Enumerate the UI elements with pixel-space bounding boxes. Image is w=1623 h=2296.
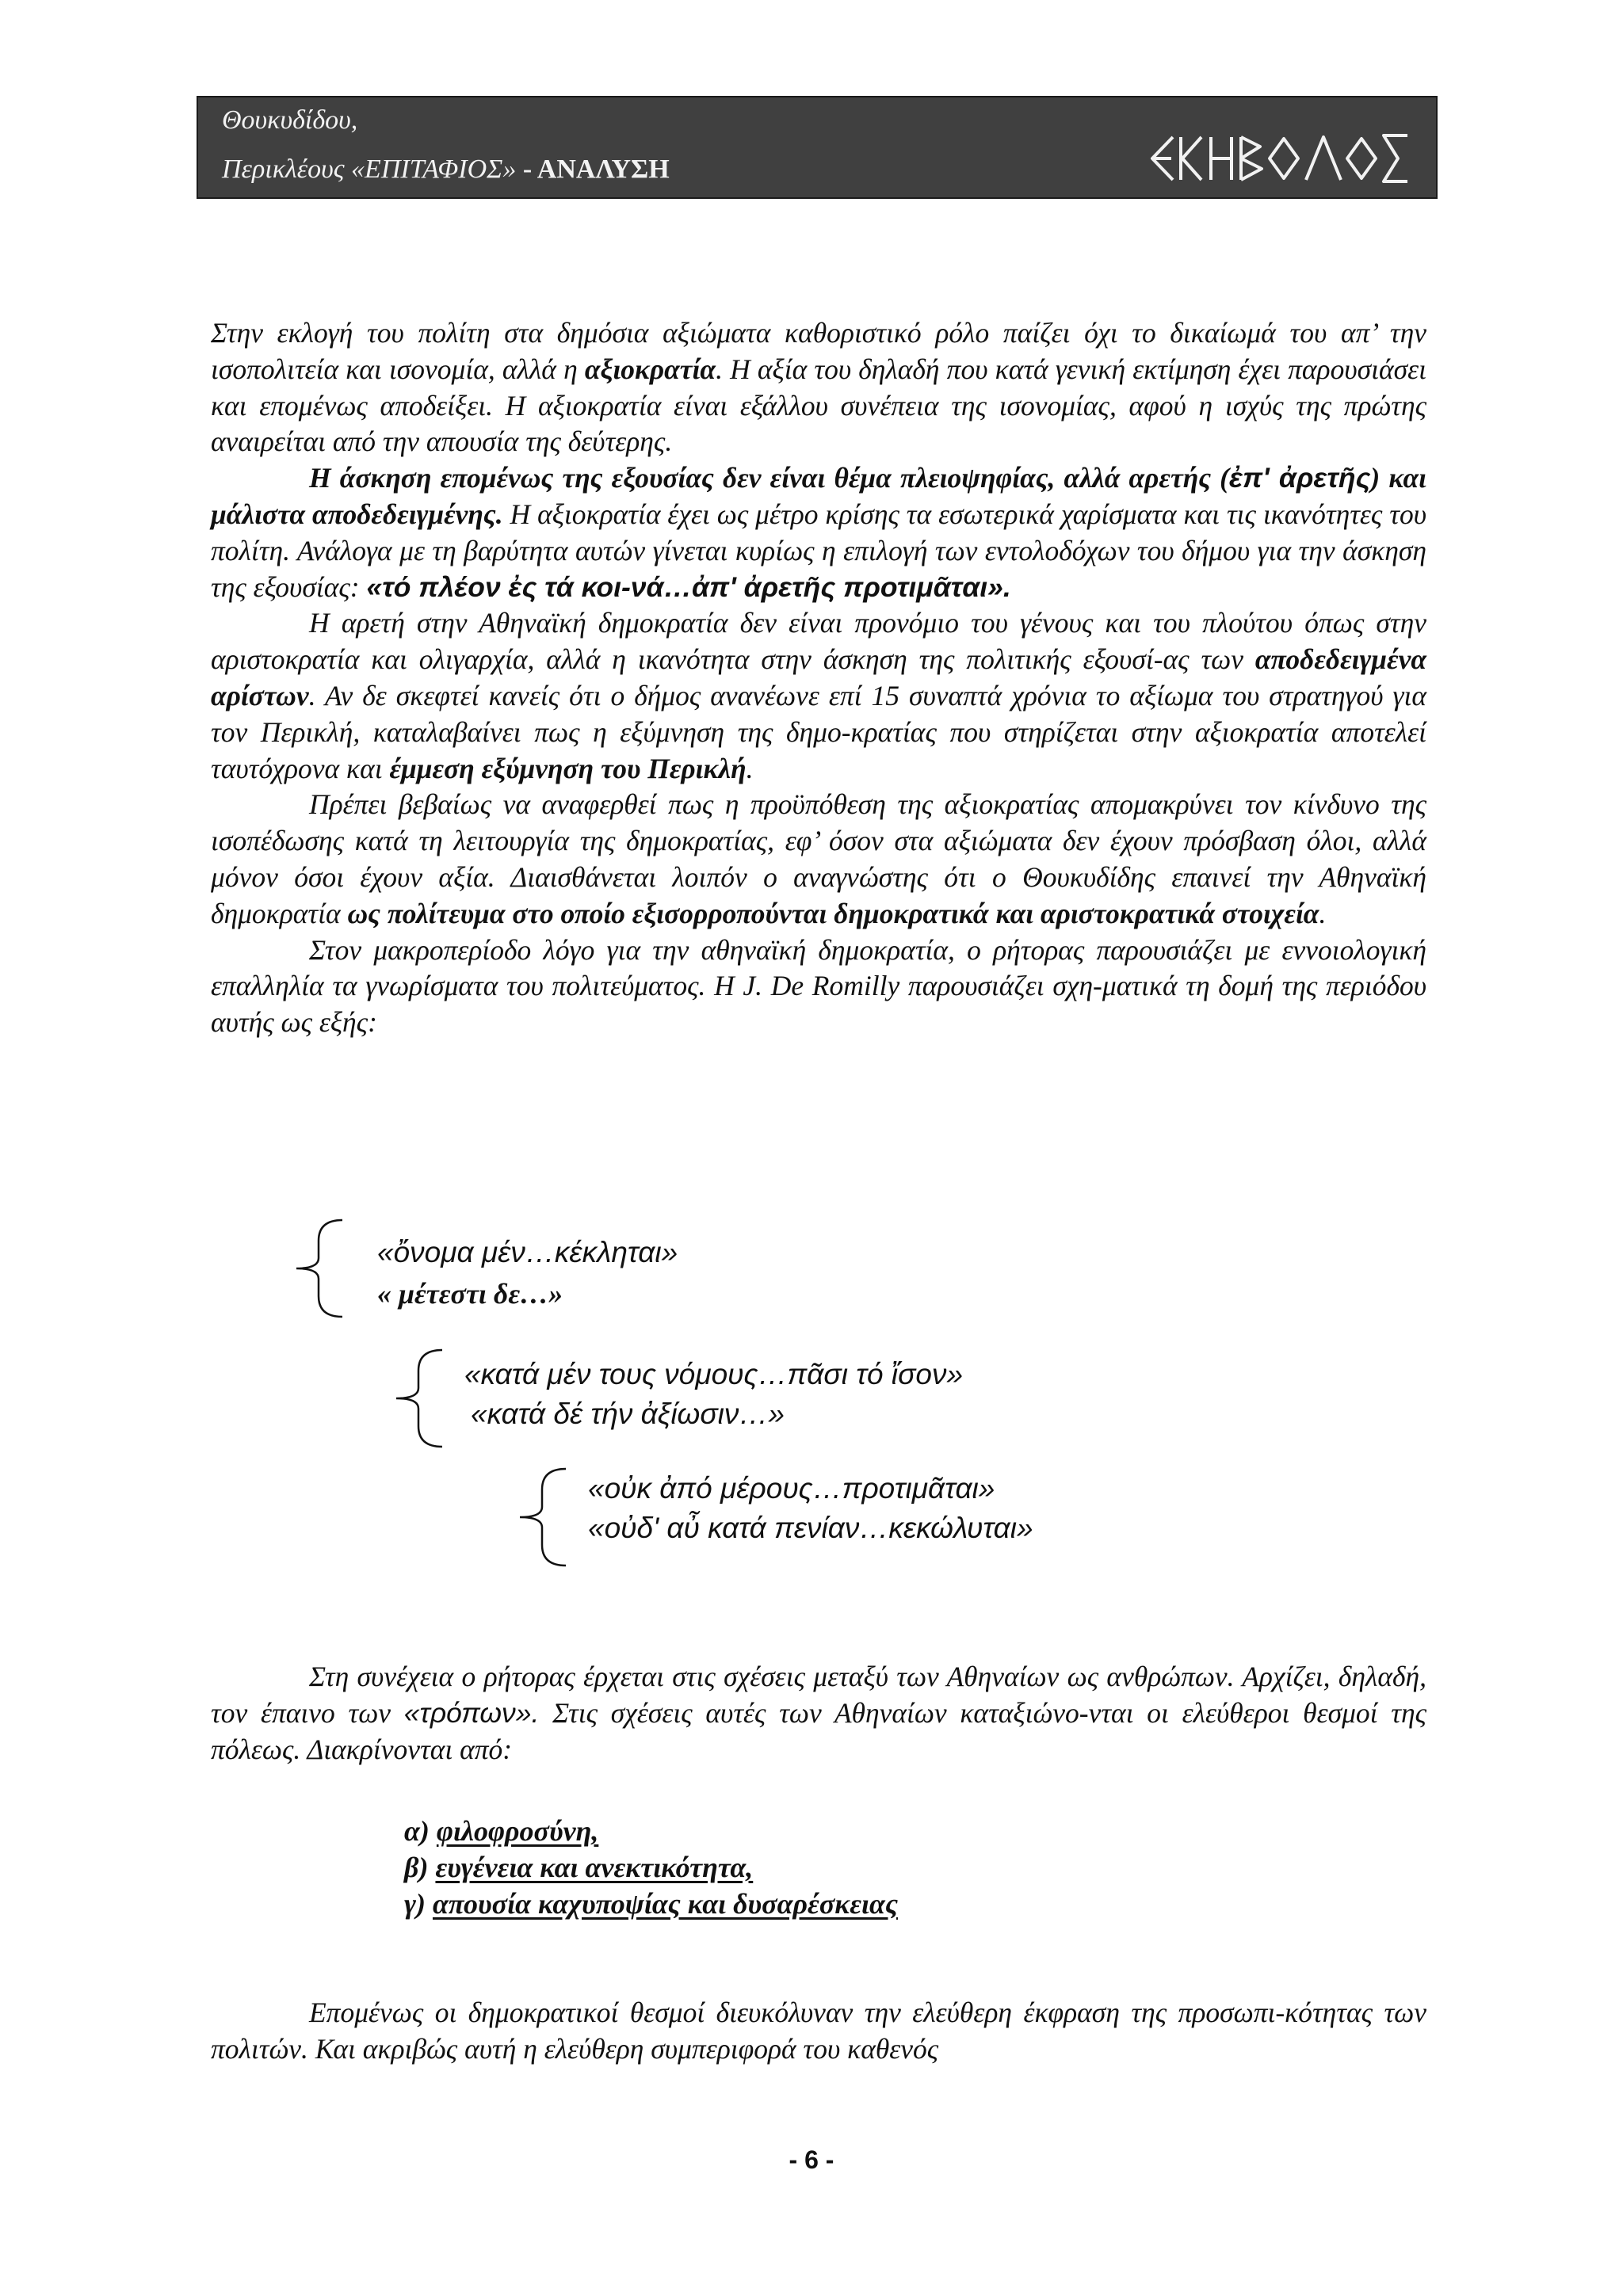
scheme-line: «κατά δέ τήν ἀξίωσιν…» bbox=[471, 1398, 785, 1430]
header-title bbox=[222, 154, 670, 185]
body-text bbox=[211, 315, 1426, 1041]
header-section: - ΑΝΑΛΥΣΗ bbox=[516, 154, 670, 184]
page-header bbox=[197, 96, 1438, 199]
paragraph-meritocracy: Στην εκλογή του πολίτη στα δημόσια αξιώματα καθοριστικό ρόλο παίζει όχι το δικαίωμά του απ’ την ισοπολιτεία και ισονομία, αλλά η αξιοκρατία. Η αξία του δηλαδή που κατά γενική εκτίμηση έχει παρουσιάσει και επομένως αποδείξει. Η αξιοκρατία είναι εξάλλου συνέπεια της ισονομίας, αφού η ισχύς της πρώτης αναιρείται από την απουσία της δεύτερης. bbox=[211, 317, 1427, 458]
list-item: α) φιλοφροσύνη, bbox=[404, 1815, 599, 1847]
paragraph-athenian-virtue: Η αρετή στην Αθηναϊκή δημοκρατία δεν είναι προνόμιο του γένους και του πλούτου όπως στην αριστοκρατία και ολιγαρχία, αλλά η ικανότητα στην άσκηση της πολιτικής εξουσί-ας των αποδεδειγμένα αρίστων. Αν δε σκεφτεί κανείς ότι ο δήμος ανανέωνε επί 15 συναπτά χρόνια το αξίωμα του στρατηγού για τον Περικλή, καταλαβαίνει πως η εξύμνηση της δημο-κρατίας που στηρίζεται στην αξιοκρατία αποτελεί ταυτόχρονα και έμμεση εξύμνηση του Περικλή. bbox=[211, 607, 1426, 784]
header-author: Θουκυδίδου, bbox=[222, 105, 358, 135]
scheme-line: «ὄνομα μέν…κέκληται» bbox=[377, 1236, 678, 1268]
greek-quote: «τό πλέον ἐς τά κοι-νά…ἀπ' ἀρετῆς προτιμᾶται». bbox=[366, 570, 1011, 603]
scheme-line: « μέτεστι δε…» bbox=[377, 1278, 563, 1310]
paragraph-tropoi: Στη συνέχεια ο ρήτορας έρχεται στις σχέσεις μεταξύ των Αθηναίων ως ανθρώπων. Αρχίζει, δηλαδή, τον έπαινο των «τρόπων». Στις σχέσεις αυτές των Αθηναίων καταξιώνο-νται οι ελεύθεροι θεσμοί της πόλεως. Διακρίνονται από: bbox=[211, 1661, 1426, 1765]
paragraph-romilly: Στον μακροπερίοδο λόγο για την αθηναϊκή δημοκρατία, ο ρήτορας παρουσιάζει με εννοιολογική επαλληλία τα γνωρίσματα του πολιτεύματος. Η J. De Romilly παρουσιάζει σχη-ματικά τη δομή της περιόδου αυτής ως εξής: bbox=[211, 933, 1426, 1039]
header-work-title: Περικλέους «ΕΠΙΤΑΦΙΟΣ» bbox=[222, 154, 517, 184]
term-axiokratia: αξιοκρατία bbox=[584, 353, 716, 385]
paragraph-balance: Πρέπει βεβαίως να αναφερθεί πως η προϋπόθεση της αξιοκρατίας απομακρύνει τον κίνδυνο της ισοπέδωσης κατά τη λειτουργία της δημοκρατίας, εφ’ όσον στα αξιώματα δεν έχουν πρόσβαση όλοι, αλλά μόνον όσοι έχουν αξία. Διαισθάνεται λοιπόν ο αναγνώστης ότι ο Θουκυδίδης επαινεί την Αθηναϊκή δημοκρατία ως πολίτευμα στο οποίο εξισορροπούνται δημοκρατικά και αριστοκρατικά στοιχεία. bbox=[211, 788, 1426, 929]
qualities-list bbox=[404, 1813, 898, 1922]
paragraph-conclusion: Επομένως οι δημοκρατικοί θεσμοί διευκόλυναν την ελεύθερη έκφραση της προσωπι-κότητας των πολιτών. Και ακριβώς αυτή η ελεύθερη συμπεριφορά του καθενός bbox=[211, 1997, 1426, 2065]
list-item: β) ευγένεια και ανεκτικότητα, bbox=[404, 1852, 754, 1883]
brace-icon bbox=[287, 1217, 347, 1320]
page-number: - 6 - bbox=[789, 2145, 834, 2174]
list-item: γ) απουσία καχυποψίας και δυσαρέσκειας bbox=[404, 1888, 899, 1920]
greek-quote: «τρόπων». bbox=[403, 1696, 540, 1729]
scheme-line: «οὐδ' αὖ κατά πενίαν…κεκώλυται» bbox=[588, 1512, 1033, 1544]
ekivolos-logo bbox=[1149, 131, 1412, 186]
scheme-line: «οὐκ ἀπό μέρους…προτιμᾶται» bbox=[588, 1472, 995, 1505]
brace-icon bbox=[510, 1466, 571, 1569]
greek-quote: ἐπ' ἀρετῆς bbox=[1229, 462, 1371, 494]
paragraph-virtue: Η άσκηση επομένως της εξουσίας δεν είναι θέμα πλειοψηφίας, αλλά αρετής (ἐπ' ἀρετῆς) και μάλιστα αποδεδειγμένης. Η αξιοκρατία έχει ως μέτρο κρίσης τα εσωτερικά χαρίσματα και τις ικανότητες του πολίτη. Ανάλογα με τη βαρύτητα αυτών γίνεται κυρίως η επιλογή των εντολοδόχων του δήμου για την άσκηση της εξουσίας: «τό πλέον ἐς τά κοι-νά…ἀπ' ἀρετῆς προτιμᾶται». bbox=[211, 462, 1426, 603]
scheme-line: «κατά μέν τους νόμους…πᾶσι τό ἴσον» bbox=[464, 1358, 964, 1390]
brace-icon bbox=[387, 1347, 447, 1450]
